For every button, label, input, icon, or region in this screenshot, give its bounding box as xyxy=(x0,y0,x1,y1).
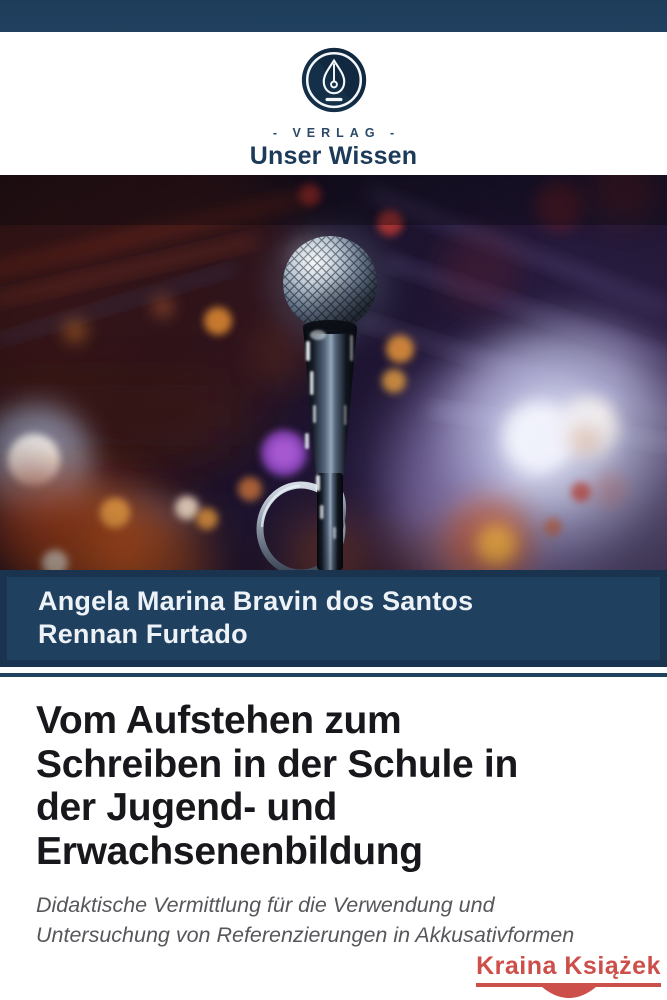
cover-photo xyxy=(0,175,667,570)
verlag-label: - VERLAG - xyxy=(272,126,401,140)
store-watermark xyxy=(476,952,661,1000)
subtitle-line: Untersuchung von Referenzierungen in Akkusativformen xyxy=(36,923,575,947)
watermark-text: Kraina Książek xyxy=(476,952,661,980)
publisher-name: Unser Wissen xyxy=(249,142,418,170)
subtitle-line: Didaktische Vermittlung für die Verwendung und xyxy=(36,893,495,917)
top-navy-bar xyxy=(0,0,667,32)
publisher-header xyxy=(0,32,667,175)
author-name-1: Angela Marina Bravin dos Santos xyxy=(38,586,474,616)
open-book-icon xyxy=(527,986,611,1000)
author-name-2: Rennan Furtado xyxy=(38,619,248,649)
title-line: Schreiben in der Schule in xyxy=(36,742,518,786)
title-line: der Jugend- und xyxy=(36,786,337,829)
title-line: Erwachsenenbildung xyxy=(36,829,423,873)
book-subtitle xyxy=(36,890,647,950)
pen-nib-icon xyxy=(297,45,371,119)
book-title xyxy=(36,699,647,873)
title-section xyxy=(0,677,667,950)
stage-photo-illustration xyxy=(0,175,667,570)
title-line: Vom Aufstehen zum xyxy=(36,699,402,742)
author-band xyxy=(0,570,667,667)
